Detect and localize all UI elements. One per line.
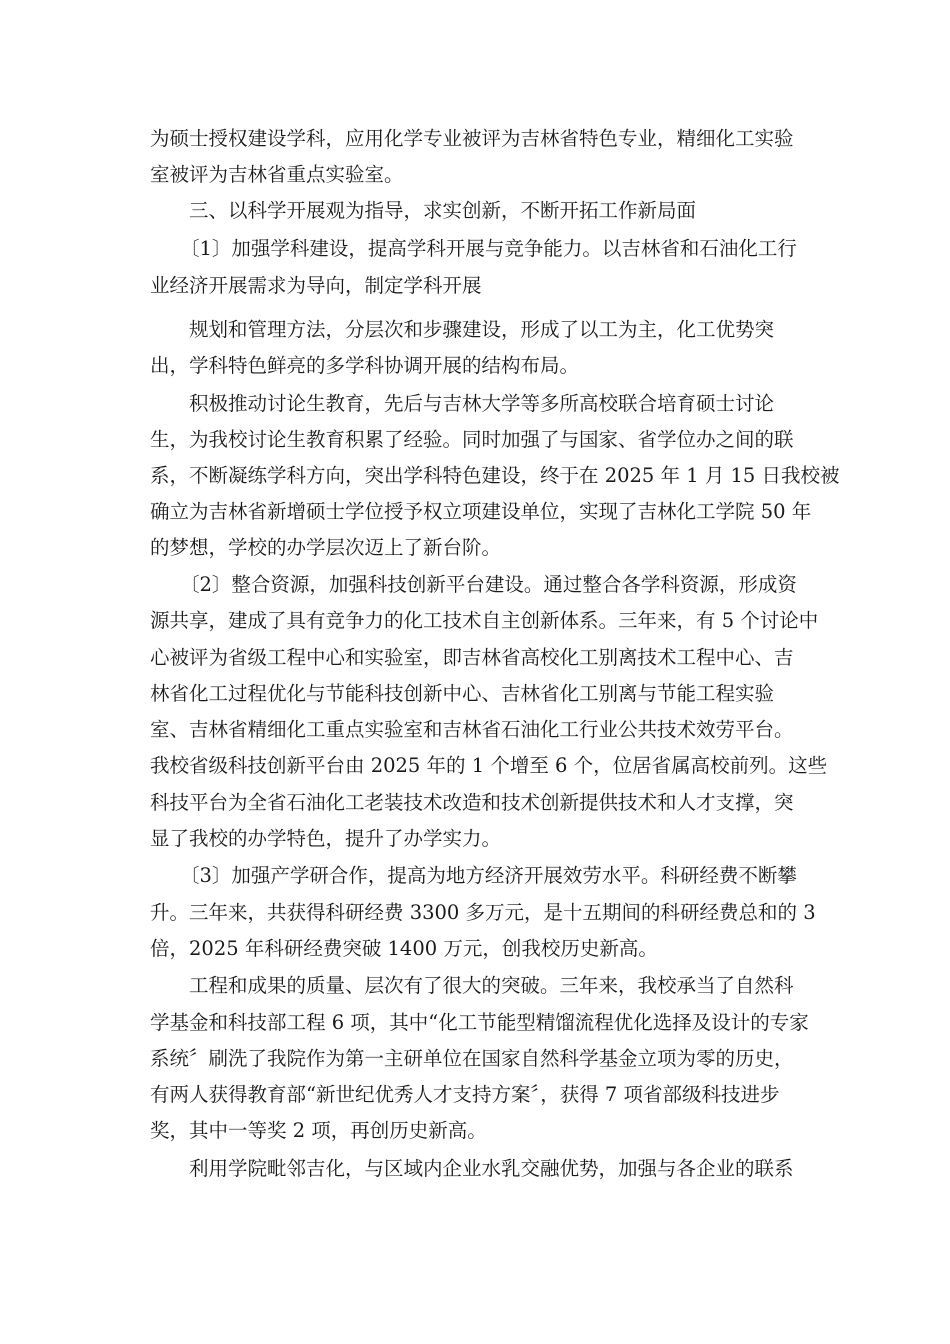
text-line: 系，不断凝练学科方向，突出学科特色建设，终于在 2025 年 1 月 15 日我校被 — [150, 464, 840, 487]
text-line: 科技平台为全省石油化工老装技术改造和技术创新提供技术和人才支撑，突 — [150, 791, 794, 814]
text-line: 的梦想，学校的办学层次迈上了新台阶。 — [150, 536, 502, 559]
text-line: 〔2〕整合资源，加强科技创新平台建设。通过整合各学科资源，形成资 — [180, 573, 797, 596]
text-line: 生，为我校讨论生教育积累了经验。同时加强了与国家、省学位办之间的联 — [150, 428, 794, 451]
text-line: 林省化工过程优化与节能科技创新中心、吉林省化工别离与节能工程实验 — [150, 682, 775, 705]
text-line: 规划和管理方法，分层次和步骤建设，形成了以工为主，化工优势突 — [189, 318, 775, 341]
section-heading: 三、以科学开展观为指导，求实创新，不断开拓工作新局面 — [189, 199, 697, 222]
text-line: 〔3〕加强产学研合作，提高为地方经济开展效劳水平。科研经费不断攀 — [180, 864, 797, 887]
text-line: 奖，其中一等奖 2 项，再创历史新高。 — [150, 1119, 487, 1142]
text-line: 升。三年来，共获得科研经费 3300 多万元，是十五期间的科研经费总和的 3 — [150, 901, 816, 924]
text-line: 确立为吉林省新增硕士学位授予权立项建设单位，实现了吉林化工学院 50 年 — [150, 500, 812, 523]
text-line: 业经济开展需求为导向，制定学科开展 — [150, 274, 482, 297]
text-line: 学基金和科技部工程 6 项，其中“化工节能型精馏流程优化选择及设计的专家 — [150, 1011, 809, 1034]
text-line: 积极推动讨论生教育，先后与吉林大学等多所高校联合培育硕士讨论 — [189, 392, 775, 415]
text-line: 心被评为省级工程中心和实验室，即吉林省高校化工别离技术工程中心、吉 — [150, 646, 794, 669]
text-line: 系统〞刷洗了我院作为第一主研单位在国家自然科学基金立项为零的历史， — [150, 1047, 794, 1070]
text-line: 室、吉林省精细化工重点实验室和吉林省石油化工行业公共技术效劳平台。 — [150, 718, 794, 741]
text-line: 有两人获得教育部“新世纪优秀人才支持方案〞，获得 7 项省部级科技进步 — [150, 1083, 780, 1106]
text-line: 我校省级科技创新平台由 2025 年的 1 个增至 6 个，位居省属高校前列。这些 — [150, 754, 828, 777]
text-line: 倍，2025 年科研经费突破 1400 万元，创我校历史新高。 — [150, 937, 658, 960]
text-line: 室被评为吉林省重点实验室。 — [150, 163, 404, 186]
text-line: 工程和成果的质量、层次有了很大的突破。三年来，我校承当了自然科 — [189, 974, 794, 997]
text-line: 显了我校的办学特色，提升了办学实力。 — [150, 827, 502, 850]
text-line: 源共享，建成了具有竞争力的化工技术自主创新体系。三年来，有 5 个讨论中 — [150, 609, 819, 632]
text-line: 为硕士授权建设学科，应用化学专业被评为吉林省特色专业，精细化工实验 — [150, 127, 794, 150]
text-line: 〔1〕加强学科建设，提高学科开展与竞争能力。以吉林省和石油化工行 — [180, 237, 797, 260]
text-line: 利用学院毗邻吉化，与区域内企业水乳交融优势，加强与各企业的联系 — [189, 1157, 794, 1180]
text-line: 出，学科特色鲜亮的多学科协调开展的结构布局。 — [150, 354, 580, 377]
